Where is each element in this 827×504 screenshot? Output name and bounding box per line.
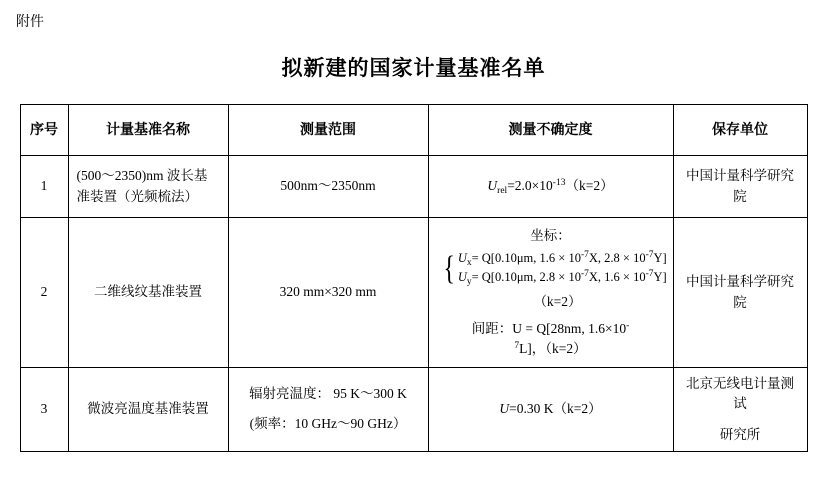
cell-standard-name: 二维线纹基准装置: [68, 218, 228, 368]
uncertainty-formula-x: $U_x= Q[0.10\mu m$, $1.6 \times 10^{-7}X$, $2.8 \times 10^{-7}Y$]: [457, 250, 667, 269]
cell-seq: 1: [20, 156, 68, 218]
uncertainty-value: =0.30 K（k=2）: [509, 401, 602, 417]
uncertainty-value: =2.0×10: [507, 178, 553, 194]
cell-seq: 3: [20, 368, 68, 452]
column-header-organization: 保存单位: [673, 105, 807, 156]
cell-uncertainty: [428, 156, 673, 218]
measurement-range-line1: 辐射亮温度： 95 K～300 K: [249, 386, 407, 402]
organization-line1: 北京无线电计量测试: [686, 376, 794, 412]
cell-uncertainty: [428, 218, 673, 368]
uncertainty-spacing-formula: 间距：U = Q[28nm, $1.6\times 10^{-7}L$]，（k=2）: [471, 320, 630, 356]
standards-table: [20, 104, 808, 452]
organization-line2: 研究所: [719, 426, 761, 442]
cell-standard-name: 微波亮温度基准装置: [68, 368, 228, 452]
cell-seq: 2: [20, 218, 68, 368]
table-row: [20, 156, 807, 218]
cell-standard-name: (500～2350)nm 波长基准装置（光频梳法）: [68, 156, 228, 218]
uncertainty-exponent: -13: [552, 178, 566, 189]
column-header-name: 计量基准名称: [68, 105, 228, 156]
uncertainty-symbol: U: [499, 401, 510, 417]
page-title: 拟新建的国家计量基准名单: [281, 56, 546, 80]
uncertainty-coverage: （k=2）: [565, 178, 614, 194]
cell-organization: [673, 368, 807, 452]
cell-uncertainty: [428, 368, 673, 452]
measurement-range-line2: (频率：10 GHz～90 GHz）: [249, 416, 407, 432]
attachment-label: 附件: [16, 13, 44, 29]
uncertainty-brace-group: [441, 250, 665, 288]
left-brace-icon: {: [442, 250, 455, 288]
cell-measurement-range: 320 mm×320 mm: [228, 218, 428, 368]
uncertainty-coordinate-label: 坐标：: [530, 228, 571, 243]
table-row: [20, 368, 807, 452]
table-row: [20, 218, 807, 368]
cell-measurement-range: [228, 368, 428, 452]
uncertainty-formula-y: $U_y= Q[0.10\mu m$, $2.8 \times 10^{-7}X$, $1.6 \times 10^{-7}Y$]: [457, 269, 667, 288]
uncertainty-coverage: （k=2）: [533, 294, 582, 310]
uncertainty-subscript: rel: [497, 186, 508, 197]
cell-organization: 中国计量科学研究院: [673, 218, 807, 368]
cell-organization: 中国计量科学研究院: [673, 156, 807, 218]
column-header-range: 测量范围: [228, 105, 428, 156]
column-header-uncertainty: 测量不确定度: [428, 105, 673, 156]
table-header-row: [20, 105, 807, 156]
column-header-seq: 序号: [20, 105, 68, 156]
uncertainty-symbol: U: [487, 178, 498, 194]
cell-measurement-range: 500nm～2350nm: [228, 156, 428, 218]
